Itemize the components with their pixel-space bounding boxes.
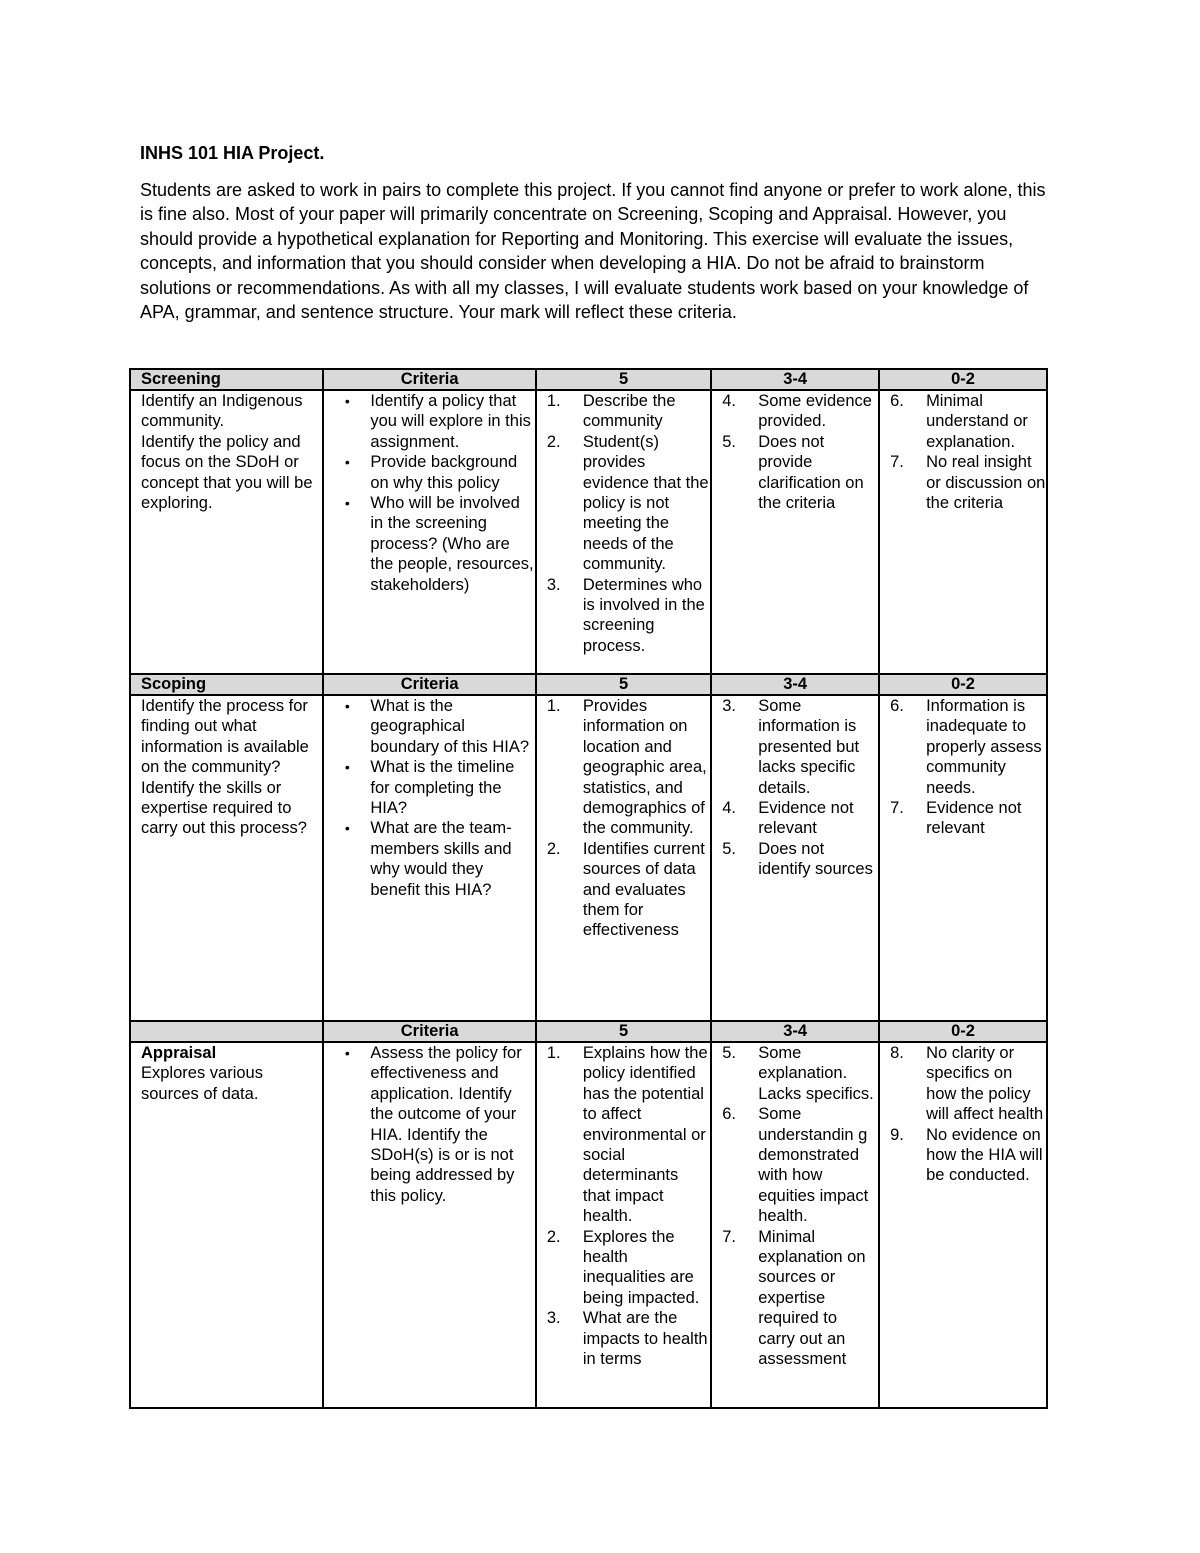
criteria-item — [334, 452, 535, 493]
score-item — [547, 432, 710, 575]
item-number: 6. — [722, 1105, 736, 1124]
item-number: 1. — [546, 697, 561, 715]
item-number: 3. — [722, 697, 736, 715]
criteria-item — [334, 391, 535, 452]
rubric-body-row — [130, 695, 1047, 1021]
score-0-2-header: 0-2 — [879, 1021, 1047, 1042]
criteria-item — [334, 1043, 535, 1206]
rubric-header-row — [130, 674, 1047, 695]
criteria-text: Who will be involved in the screening process? (Who are the people, resources, stakeholders) — [370, 494, 534, 594]
bullet-icon: • — [344, 393, 350, 409]
document-page — [140, 140, 1060, 336]
criteria-text: What is the timeline for completing the HIA? — [370, 758, 515, 818]
score-5-cell — [536, 390, 711, 674]
score-item — [547, 1227, 710, 1309]
item-number: 2. — [546, 839, 561, 858]
bullet-icon: • — [344, 759, 350, 776]
score-3-4-cell — [711, 390, 879, 674]
item-text: Some information is presented but lacks specific details. — [758, 697, 860, 797]
criteria-item — [334, 818, 535, 900]
score-item — [722, 798, 878, 839]
criteria-text: Provide background on why this policy — [370, 453, 518, 492]
score-item — [890, 391, 1046, 452]
criteria-item — [334, 696, 535, 757]
item-text: Information is inadequate to properly assess community needs. — [926, 697, 1042, 797]
score-5-header: 5 — [536, 369, 711, 390]
score-item — [722, 839, 878, 880]
section-header: Scoping — [130, 674, 323, 695]
score-item — [890, 452, 1046, 513]
description-text: Explores various sources of data. — [141, 1064, 263, 1103]
item-number: 4. — [722, 799, 736, 818]
score-item — [890, 1043, 1046, 1125]
rubric-body-row — [130, 390, 1047, 674]
criteria-header: Criteria — [323, 1021, 536, 1042]
section-description — [130, 695, 323, 1021]
item-text: Student(s) provides evidence that the policy is not meeting the needs of the community. — [582, 432, 709, 574]
section-header — [130, 1021, 323, 1042]
item-number: 1. — [546, 1044, 561, 1062]
item-number: 7. — [722, 1227, 736, 1246]
description-text: Identify an Indigenous community. — [141, 392, 303, 431]
criteria-cell — [323, 695, 536, 1021]
score-item — [722, 1227, 878, 1370]
score-5-header: 5 — [536, 1021, 711, 1042]
document-title: INHS 101 HIA Project. — [140, 143, 325, 163]
item-number: 3. — [546, 575, 561, 594]
bullet-icon: • — [344, 495, 350, 512]
rubric-body-row — [130, 1042, 1047, 1408]
score-item — [547, 1043, 710, 1227]
item-number: 6. — [890, 697, 904, 715]
item-number: 2. — [546, 432, 561, 451]
score-item — [547, 839, 710, 941]
item-text: Does not identify sources — [758, 839, 873, 879]
item-number: 1. — [546, 392, 561, 410]
score-item — [890, 798, 1046, 839]
item-text: Some evidence provided. — [758, 392, 872, 431]
score-5-header: 5 — [536, 674, 711, 695]
item-number: 5. — [722, 1044, 736, 1062]
criteria-text: Identify a policy that you will explore in this assignment. — [370, 392, 531, 451]
score-0-2-header: 0-2 — [879, 369, 1047, 390]
criteria-text: What are the team-members skills and why would they benefit this HIA? — [370, 819, 512, 899]
criteria-item — [334, 757, 535, 818]
item-number: 8. — [890, 1044, 904, 1062]
bullet-icon: • — [344, 698, 350, 714]
score-item — [890, 696, 1046, 798]
section-title: Appraisal — [141, 1044, 217, 1062]
bullet-icon: • — [344, 454, 350, 471]
score-3-4-cell — [711, 695, 879, 1021]
rubric-header-row — [130, 369, 1047, 390]
criteria-text: Assess the policy for effectiveness and application. Identify the outcome of your HIA. Identify the SDoH(s) is or is not being addressed by this policy. — [370, 1044, 522, 1205]
section-description — [130, 390, 323, 674]
section-header: Screening — [130, 369, 323, 390]
score-item — [547, 696, 710, 839]
score-item — [722, 1104, 878, 1226]
item-number: 3. — [546, 1309, 561, 1328]
criteria-header: Criteria — [323, 674, 536, 695]
score-item — [547, 1308, 710, 1369]
criteria-cell — [323, 1042, 536, 1408]
item-text: Does not provide clarification on the criteria — [758, 432, 864, 513]
criteria-cell — [323, 390, 536, 674]
item-text: What are the impacts to health in terms — [582, 1309, 708, 1369]
score-0-2-cell — [879, 390, 1047, 674]
item-number: 9. — [890, 1125, 904, 1144]
score-0-2-cell — [879, 695, 1047, 1021]
item-text: No evidence on how the HIA will be conducted. — [926, 1125, 1043, 1185]
description-text: Identify the policy and focus on the SDoH or concept that you will be exploring. — [141, 432, 313, 513]
item-text: Explains how the policy identified has the potential to affect environmental or social determinants that impact health. — [582, 1044, 708, 1226]
description-text: Identify the process for finding out what information is available on the community? Identify the skills or expertise required to carry out this process? — [141, 697, 309, 838]
section-description — [130, 1042, 323, 1408]
bullet-icon: • — [344, 820, 350, 837]
item-number: 5. — [722, 432, 736, 451]
criteria-header: Criteria — [323, 369, 536, 390]
score-item — [722, 391, 878, 432]
item-text: Provides information on location and geographic area, statistics, and demographics of the community. — [582, 697, 707, 838]
item-text: Determines who is involved in the screening process. — [582, 575, 705, 655]
bullet-icon: • — [344, 1045, 350, 1061]
item-text: No real insight or discussion on the criteria — [926, 453, 1046, 513]
score-0-2-cell — [879, 1042, 1047, 1408]
criteria-item — [334, 493, 535, 595]
score-3-4-cell — [711, 1042, 879, 1408]
item-number: 7. — [890, 453, 904, 472]
score-item — [547, 391, 710, 432]
item-number: 2. — [546, 1227, 561, 1246]
score-item — [722, 1043, 878, 1104]
criteria-text: What is the geographical boundary of this HIA? — [370, 697, 530, 756]
score-item — [547, 575, 710, 657]
item-text: Explores the health inequalities are being impacted. — [582, 1227, 700, 1307]
score-item — [722, 696, 878, 798]
score-0-2-header: 0-2 — [879, 674, 1047, 695]
item-text: Minimal explanation on sources or expertise required to carry out an assessment — [758, 1227, 866, 1369]
item-number: 4. — [722, 392, 736, 410]
item-text: No clarity or specifics on how the policy will affect health — [926, 1044, 1044, 1124]
score-5-cell — [536, 695, 711, 1021]
item-text: Minimal understand or explanation. — [926, 392, 1028, 451]
item-number: 7. — [890, 799, 904, 818]
score-item — [722, 432, 878, 514]
item-number: 6. — [890, 392, 904, 410]
item-text: Evidence not relevant — [926, 799, 1022, 838]
rubric-table — [129, 368, 1048, 1409]
score-3-4-header: 3-4 — [711, 1021, 879, 1042]
intro-paragraph: Students are asked to work in pairs to complete this project. If you cannot find anyone or prefer to work alone, this is fine also. Most of your paper will primarily concentrate on Screening, Scoping and Appraisal. However, you should provide a hypothetical explanation for Reporting and Monitoring. This exercise will evaluate the issues, concepts, and information that you should consider when developing a HIA. Do not be afraid to brainstorm solutions or recommendations. As with all my classes, I will evaluate students work based on your knowledge of APA, grammar, and sentence structure. Your mark will reflect these criteria. — [140, 180, 1046, 323]
score-item — [890, 1125, 1046, 1186]
score-3-4-header: 3-4 — [711, 674, 879, 695]
item-number: 5. — [722, 839, 736, 858]
score-5-cell — [536, 1042, 711, 1408]
item-text: Identifies current sources of data and evaluates them for effectiveness — [582, 839, 705, 940]
item-text: Describe the community — [582, 392, 676, 431]
item-text: Some explanation. Lacks specifics. — [758, 1044, 874, 1103]
rubric-header-row — [130, 1021, 1047, 1042]
item-text: Evidence not relevant — [758, 799, 854, 838]
score-3-4-header: 3-4 — [711, 369, 879, 390]
item-text: Some understandin g demonstrated with how equities impact health. — [758, 1105, 869, 1226]
